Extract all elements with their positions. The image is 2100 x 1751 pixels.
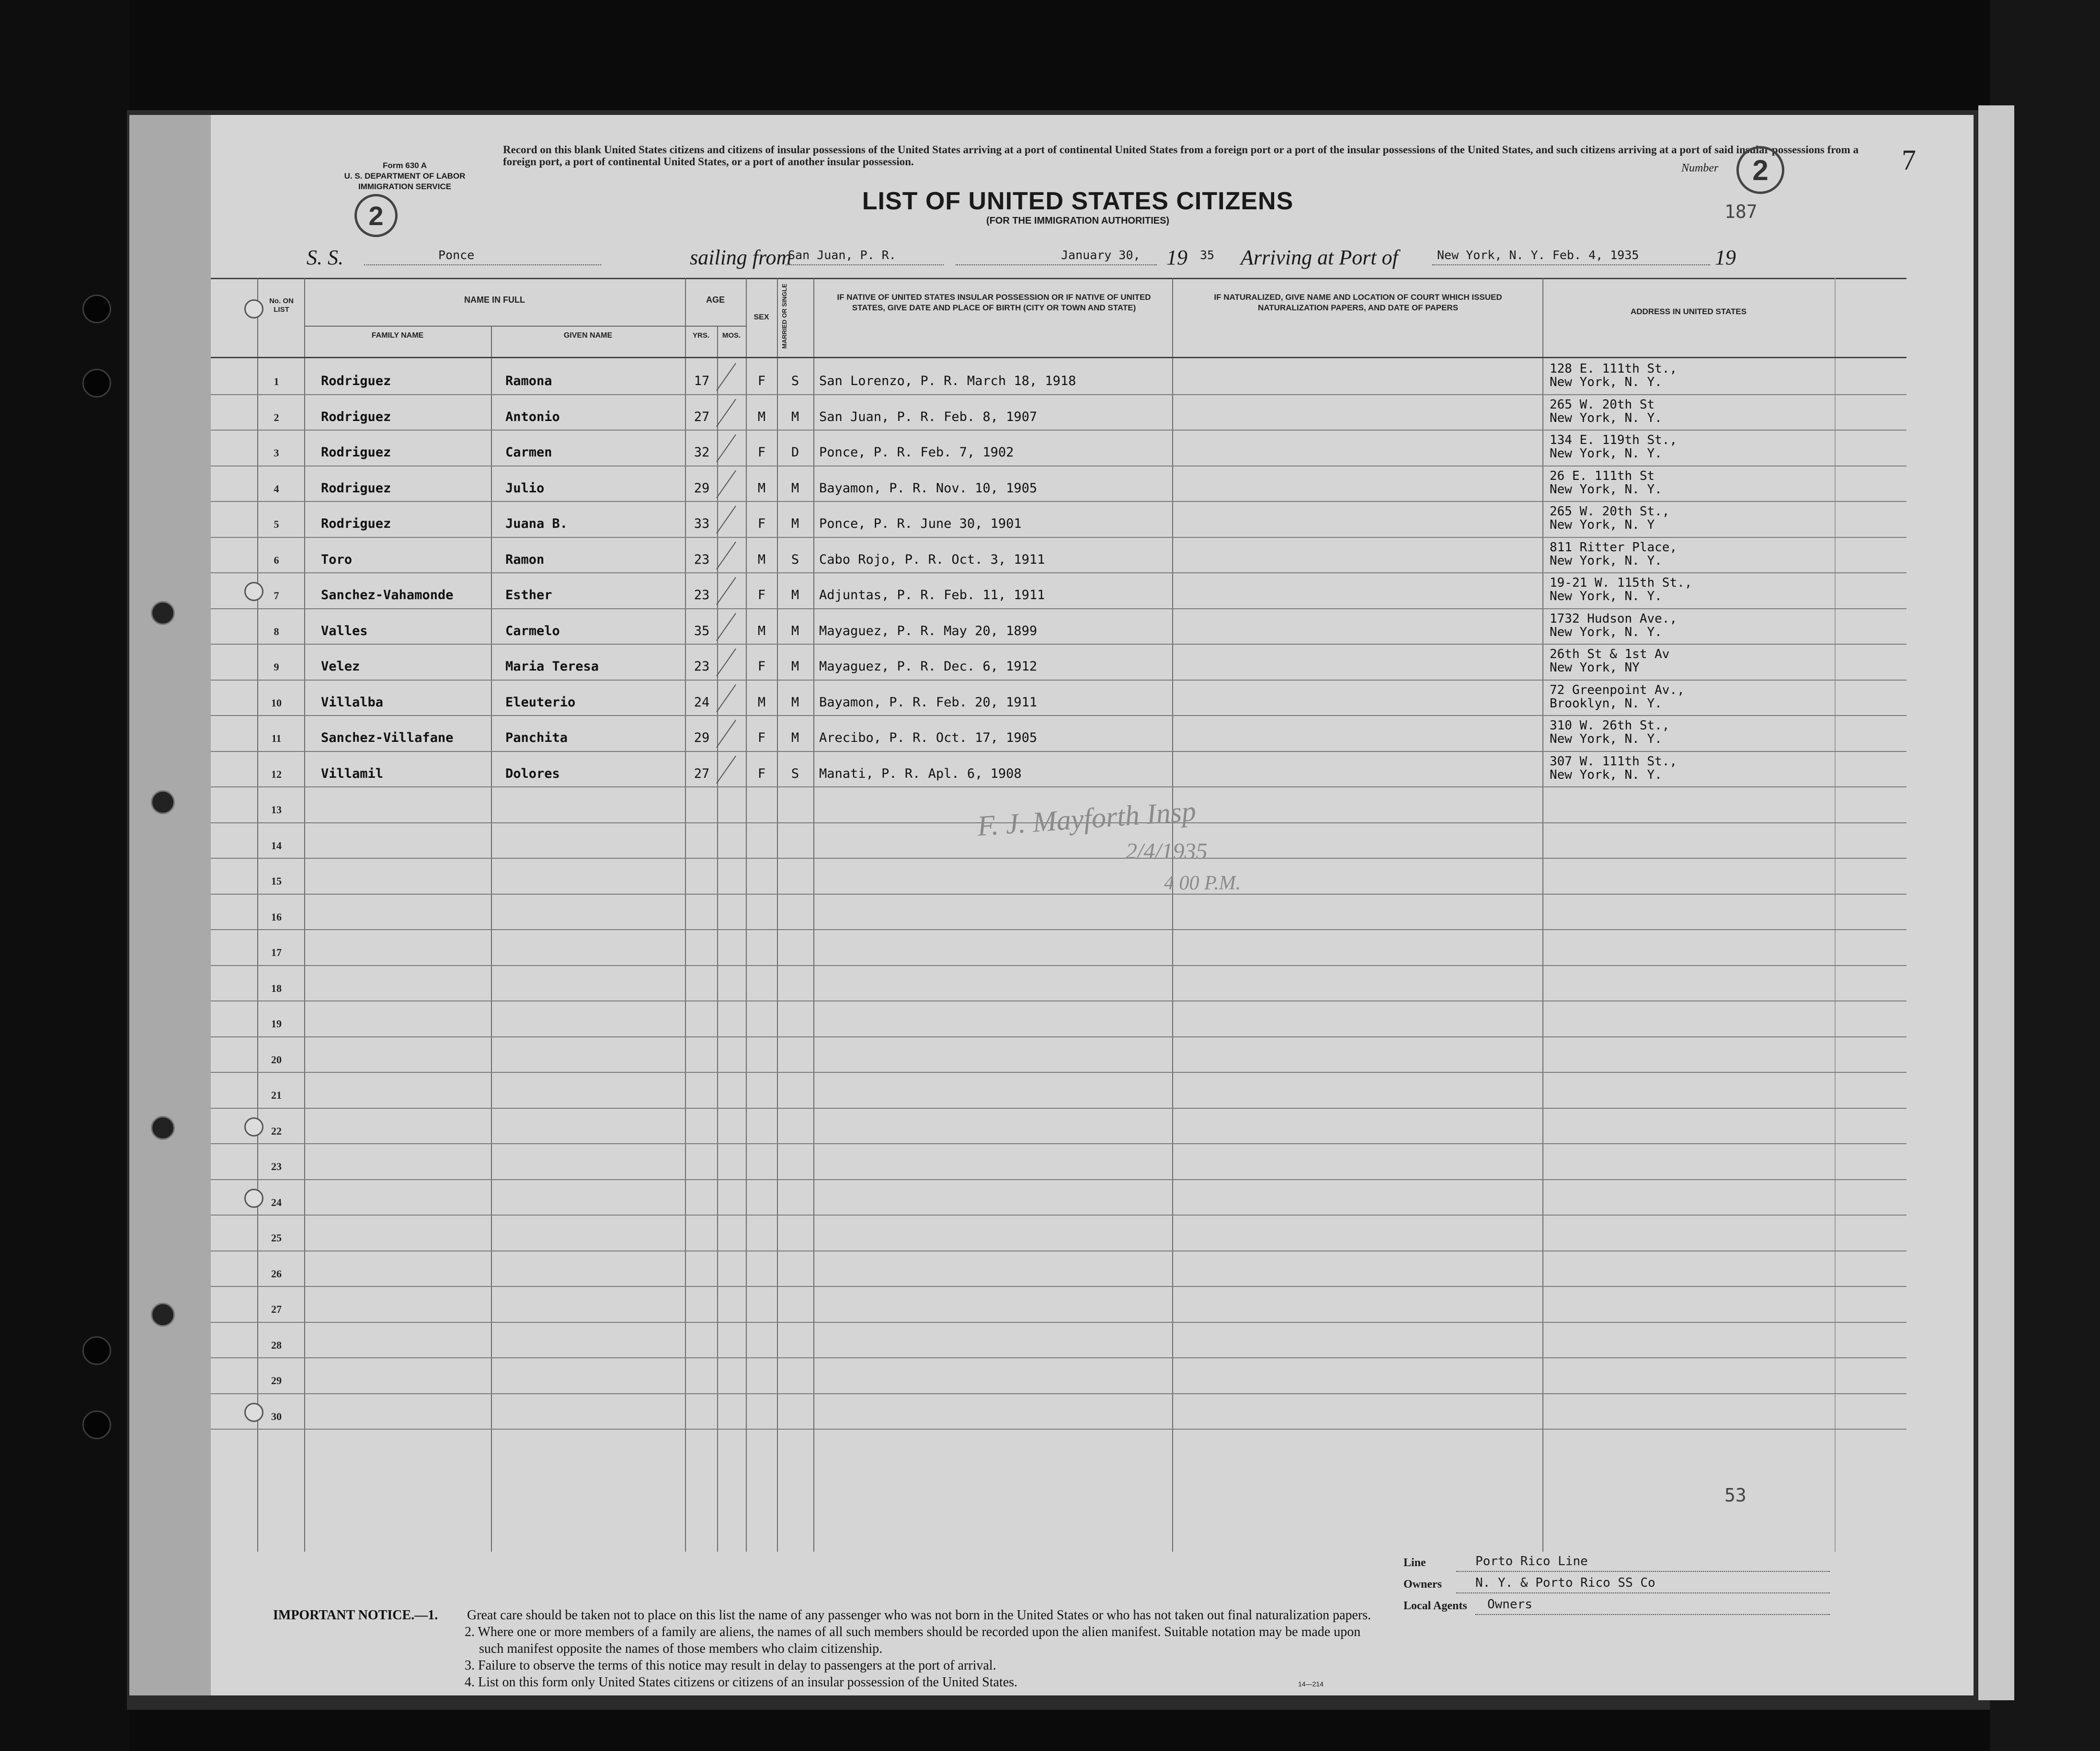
given-name: Ramona	[505, 374, 552, 388]
family-name: Velez	[321, 659, 360, 674]
col-divider	[491, 326, 492, 1552]
number-label: Number	[1681, 162, 1719, 174]
line-value: Porto Rico Line	[1475, 1554, 1588, 1569]
row-number: 25	[271, 1232, 282, 1244]
given-name: Carmen	[505, 445, 552, 460]
inspection-time: 4 00 P.M.	[1164, 872, 1241, 894]
header-yrs: YRS.	[692, 331, 709, 340]
row-number: 19	[271, 1018, 282, 1030]
sailing-date: January 30,	[1061, 248, 1141, 262]
list-number: 187	[1724, 201, 1758, 222]
header-sex: SEX	[753, 313, 769, 321]
address-line-1: 265 W. 20th St	[1550, 397, 1655, 412]
header-family-name: FAMILY NAME	[371, 331, 424, 340]
address-line-1: 307 W. 111th St.,	[1550, 754, 1678, 769]
year-prefix: 19	[1166, 246, 1187, 269]
age-years: 29	[694, 730, 710, 745]
sex: F	[757, 659, 766, 674]
row-number: 13	[271, 804, 282, 816]
row-rule	[211, 608, 1906, 609]
family-name: Rodriguez	[321, 480, 391, 496]
sex: M	[757, 552, 766, 567]
birth-place-date: Cabo Rojo, P. R. Oct. 3, 1911	[819, 552, 1045, 567]
age-years: 32	[694, 445, 710, 460]
header-sub-rule	[304, 326, 746, 327]
birth-place-date: Bayamon, P. R. Feb. 20, 1911	[819, 694, 1038, 710]
row-rule	[211, 715, 1906, 716]
family-name: Rodriguez	[321, 445, 391, 460]
year-prefix-2: 19	[1715, 246, 1736, 269]
page-left-margin	[129, 115, 211, 1695]
birth-place-date: Mayaguez, P. R. May 20, 1899	[819, 623, 1038, 638]
row-rule	[211, 537, 1906, 538]
row-rule	[211, 858, 1906, 859]
address-line-2: New York, N. Y.	[1550, 410, 1662, 425]
punch-circle	[244, 582, 263, 601]
age-years: 24	[694, 694, 710, 710]
given-name: Antonio	[505, 409, 560, 424]
row-number: 7	[274, 590, 279, 602]
marital-status: M	[791, 516, 799, 531]
family-name: Rodriguez	[321, 409, 391, 424]
row-rule	[211, 1143, 1906, 1144]
row-number: 12	[271, 768, 282, 780]
sex: F	[757, 766, 766, 781]
marital-status: D	[791, 445, 799, 460]
owners-label: Owners	[1404, 1578, 1442, 1591]
row-number: 26	[271, 1267, 282, 1280]
given-name: Juana B.	[505, 516, 568, 531]
page-mark: 7	[1902, 144, 1916, 176]
row-number: 1	[274, 375, 279, 387]
sex: F	[757, 588, 766, 603]
address-line-2: New York, N. Y.	[1550, 375, 1662, 389]
address-line-2: New York, N. Y.	[1550, 732, 1662, 746]
address-line-1: 72 Greenpoint Av.,	[1550, 682, 1685, 697]
birth-place-date: San Juan, P. R. Feb. 8, 1907	[819, 409, 1038, 424]
row-rule	[211, 1215, 1906, 1216]
row-rule	[211, 1429, 1906, 1430]
date-underline	[956, 264, 1157, 265]
age-years: 27	[694, 409, 710, 424]
page-subtitle: (FOR THE IMMIGRATION AUTHORITIES)	[986, 216, 1170, 226]
sex: M	[757, 409, 766, 424]
binder-hole	[82, 1410, 111, 1439]
arriving-underline	[1432, 264, 1710, 265]
row-number: 15	[271, 875, 282, 887]
arriving-port: New York, N. Y. Feb. 4, 1935	[1437, 248, 1639, 262]
address-line-1: 19-21 W. 115th St.,	[1550, 576, 1692, 590]
marital-status: S	[791, 766, 799, 781]
sex: M	[757, 480, 766, 496]
ship-underline	[364, 264, 601, 265]
age-years: 35	[694, 623, 710, 638]
marital-status: S	[791, 374, 799, 388]
row-number: 23	[271, 1160, 282, 1172]
given-name: Eleuterio	[505, 694, 576, 710]
given-name: Maria Teresa	[505, 659, 599, 674]
family-name: Villalba	[321, 694, 384, 710]
address-line-2: New York, N. Y	[1550, 518, 1655, 532]
record-instructions: Record on this blank United States citizens and citizens of insular possessions of the United States arriving at a port of continental United States from a foreign port or a port of the insular possessions of the United States, and such citizens arriving at a port of said insular possessions from a foreign port, a port of continental United States, or a port of another insular possession.	[503, 144, 1859, 168]
row-rule	[211, 1036, 1906, 1037]
address-line-1: 1732 Hudson Ave.,	[1550, 611, 1678, 626]
family-name: Villamil	[321, 766, 384, 781]
row-number: 27	[271, 1303, 282, 1315]
check-mark	[716, 363, 736, 391]
header-no-on-list: No. ON LIST	[269, 297, 294, 314]
header-address: ADDRESS IN UNITED STATES	[1630, 307, 1747, 316]
header-given-name: GIVEN NAME	[563, 331, 613, 340]
birth-place-date: Ponce, P. R. June 30, 1901	[819, 516, 1022, 531]
address-line-2: New York, N. Y.	[1550, 767, 1662, 782]
row-rule	[211, 644, 1906, 645]
row-number: 24	[271, 1196, 282, 1208]
marital-status: M	[791, 480, 799, 496]
address-line-2: New York, N. Y.	[1550, 625, 1662, 639]
given-name: Panchita	[505, 730, 568, 745]
binder-hole	[151, 1116, 175, 1140]
family-name: Sanchez-Vahamonde	[321, 588, 454, 603]
notice-item-3: 3. Failure to observe the terms of this notice may result in delay to passengers at the port of arrival.	[465, 1658, 996, 1673]
punch-circle	[244, 1403, 263, 1422]
binder-hole	[151, 790, 175, 814]
local-agents-label: Local Agents	[1404, 1600, 1467, 1612]
age-years: 33	[694, 516, 710, 531]
row-rule	[211, 1322, 1906, 1323]
address-line-1: 26th St & 1st Av	[1550, 647, 1670, 661]
sex: M	[757, 694, 766, 710]
header-birth: IF NATIVE OF UNITED STATES INSULAR POSSESSION OR IF NATIVE OF UNITED STATES, GIVE DATE AND PLACE OF BIRTH (CITY OR TOWN AND STATE)	[837, 293, 1151, 312]
marital-status: M	[791, 588, 799, 603]
row-number: 16	[271, 910, 282, 923]
row-rule	[211, 430, 1906, 431]
owners-underline	[1456, 1592, 1830, 1593]
header-age: AGE	[706, 295, 725, 305]
address-line-2: New York, NY	[1550, 660, 1640, 675]
row-number: 30	[271, 1410, 282, 1422]
birth-place-date: Mayaguez, P. R. Dec. 6, 1912	[819, 659, 1038, 674]
sailing-underline	[786, 264, 944, 265]
binder-strip	[0, 0, 129, 1751]
check-mark	[716, 577, 736, 605]
birth-place-date: Adjuntas, P. R. Feb. 11, 1911	[819, 588, 1045, 603]
row-number: 5	[274, 518, 279, 530]
binder-hole	[82, 1336, 111, 1365]
notice-item-2a: 2. Where one or more members of a family are aliens, the names of all such members should be recorded upon the alien manifest. Suitable notation may be made upon	[465, 1625, 1361, 1639]
check-mark	[716, 541, 736, 569]
family-name: Rodriguez	[321, 374, 391, 388]
age-years: 17	[694, 374, 710, 388]
binder-hole	[82, 295, 111, 323]
family-name: Sanchez-Villafane	[321, 730, 454, 745]
number-stamp: 2	[1736, 146, 1784, 194]
underlying-page-edge	[1978, 105, 2014, 1700]
age-years: 23	[694, 588, 710, 603]
header-name-in-full: NAME IN FULL	[464, 295, 525, 305]
row-number: 10	[271, 696, 282, 709]
row-number: 17	[271, 946, 282, 958]
col-divider	[304, 278, 305, 1552]
row-rule	[211, 786, 1906, 787]
address-line-1: 26 E. 111th St	[1550, 468, 1655, 483]
header-mos: MOS.	[722, 331, 741, 340]
birth-place-date: Bayamon, P. R. Nov. 10, 1905	[819, 480, 1038, 496]
row-number: 18	[271, 982, 282, 994]
notice-item-1: Great care should be taken not to place on this list the name of any passenger who was not born in the United States or who has not taken out final naturalization papers.	[467, 1608, 1371, 1623]
page-title: LIST OF UNITED STATES CITIZENS	[862, 187, 1294, 215]
form-identifier	[326, 160, 484, 192]
ss-label: S. S.	[307, 246, 343, 269]
binder-hole	[151, 601, 175, 625]
form-number: Form 630 A	[383, 161, 427, 170]
family-name: Valles	[321, 623, 368, 638]
given-name: Carmelo	[505, 623, 560, 638]
col-divider	[813, 278, 814, 1552]
marital-status: M	[791, 730, 799, 745]
address-line-1: 265 W. 20th St.,	[1550, 504, 1670, 519]
sailing-from-port: San Juan, P. R.	[788, 248, 896, 262]
col-divider	[717, 326, 718, 1552]
row-number: 11	[271, 732, 282, 744]
inspector-signature: F. J. Mayforth Insp	[976, 795, 1197, 842]
local-agents-value: Owners	[1487, 1597, 1532, 1612]
passenger-table	[211, 278, 1906, 1571]
birth-place-date: Arecibo, P. R. Oct. 17, 1905	[819, 730, 1038, 745]
service-name: IMMIGRATION SERVICE	[358, 182, 451, 191]
col-divider	[1172, 278, 1173, 1552]
marital-status: M	[791, 623, 799, 638]
sex: F	[757, 374, 766, 388]
age-years: 23	[694, 659, 710, 674]
address-line-2: New York, N. Y.	[1550, 589, 1662, 603]
address-line-1: 811 Ritter Place,	[1550, 540, 1678, 555]
birth-place-date: Manati, P. R. Apl. 6, 1908	[819, 766, 1022, 781]
department-name: U. S. DEPARTMENT OF LABOR	[344, 171, 466, 181]
age-years: 29	[694, 480, 710, 496]
row-rule	[211, 1179, 1906, 1180]
row-rule	[211, 501, 1906, 502]
line-label: Line	[1404, 1557, 1426, 1569]
notice-item-2b: such manifest opposite the names of those members who claim citizenship.	[479, 1641, 883, 1656]
sailing-from-label: sailing from	[690, 246, 792, 269]
col-divider	[746, 278, 747, 1552]
row-rule	[211, 1108, 1906, 1109]
address-line-2: New York, N. Y.	[1550, 482, 1662, 497]
row-number: 3	[274, 447, 279, 459]
given-name: Esther	[505, 588, 552, 603]
page-total: 53	[1724, 1485, 1746, 1506]
print-code: 14—214	[1298, 1680, 1324, 1688]
owners-value: N. Y. & Porto Rico SS Co	[1475, 1576, 1655, 1590]
row-rule	[211, 751, 1906, 752]
arriving-label: Arriving at Port of	[1241, 246, 1398, 269]
check-mark	[716, 506, 736, 534]
row-number: 28	[271, 1339, 282, 1351]
check-mark	[716, 398, 736, 426]
row-number: 9	[274, 661, 279, 673]
row-number: 2	[274, 411, 279, 423]
notice-heading: IMPORTANT NOTICE.—1.	[273, 1608, 438, 1623]
address-line-1: 310 W. 26th St.,	[1550, 718, 1670, 733]
address-line-2: New York, N. Y.	[1550, 446, 1662, 461]
check-mark	[716, 434, 736, 462]
col-divider	[685, 278, 686, 1552]
binder-hole	[82, 369, 111, 398]
punch-circle	[244, 1117, 263, 1137]
row-number: 29	[271, 1375, 282, 1387]
birth-place-date: Ponce, P. R. Feb. 7, 1902	[819, 445, 1014, 460]
col-divider	[1835, 278, 1836, 1552]
row-number: 22	[271, 1125, 282, 1137]
address-line-2: Brooklyn, N. Y.	[1550, 696, 1662, 711]
sex: F	[757, 516, 766, 531]
address-line-1: 134 E. 119th St.,	[1550, 433, 1678, 447]
year-suffix: 35	[1200, 248, 1215, 262]
row-rule	[211, 929, 1906, 930]
ship-name: Ponce	[438, 248, 475, 262]
check-mark	[716, 648, 736, 676]
check-mark	[716, 470, 736, 498]
age-years: 23	[694, 552, 710, 567]
sex: F	[757, 445, 766, 460]
row-number: 6	[274, 554, 279, 566]
birth-place-date: San Lorenzo, P. R. March 18, 1918	[819, 374, 1076, 388]
header-naturalized: IF NATURALIZED, GIVE NAME AND LOCATION OF COURT WHICH ISSUED NATURALIZATION PAPERS, AND DATE OF PAPERS	[1214, 293, 1502, 312]
row-number: 4	[274, 482, 279, 495]
given-name: Dolores	[505, 766, 560, 781]
col-divider	[1542, 278, 1543, 1552]
family-name: Toro	[321, 552, 353, 567]
address-line-1: 128 E. 111th St.,	[1550, 362, 1678, 376]
line-underline	[1456, 1571, 1830, 1572]
row-number: 8	[274, 625, 279, 637]
header-married-single: MARRIED OR SINGLE	[781, 284, 788, 349]
check-mark	[716, 755, 736, 783]
row-rule	[211, 965, 1906, 966]
address-line-2: New York, N. Y.	[1550, 553, 1662, 568]
given-name: Ramon	[505, 552, 545, 567]
sex: M	[757, 623, 766, 638]
marital-status: M	[791, 659, 799, 674]
row-rule	[211, 680, 1906, 681]
marital-status: S	[791, 552, 799, 567]
marital-status: M	[791, 409, 799, 424]
inspection-date: 2/4/1935	[1126, 839, 1208, 864]
check-mark	[716, 613, 736, 640]
row-number: 14	[271, 839, 282, 852]
row-number: 20	[271, 1053, 282, 1066]
stamp-number: 2	[354, 194, 398, 237]
header-bottom-rule	[211, 357, 1906, 358]
age-years: 27	[694, 766, 710, 781]
family-name: Rodriguez	[321, 516, 391, 531]
punch-circle	[244, 1189, 263, 1208]
check-mark	[716, 720, 736, 748]
row-rule	[211, 1072, 1906, 1073]
row-rule	[211, 394, 1906, 395]
check-mark	[716, 684, 736, 712]
row-rule	[211, 1286, 1906, 1287]
punch-circle	[244, 299, 263, 318]
row-rule	[211, 1393, 1906, 1394]
row-number: 21	[271, 1089, 282, 1101]
row-rule	[211, 894, 1906, 895]
row-rule	[211, 1357, 1906, 1358]
notice-item-4: 4. List on this form only United States citizens or citizens of an insular possession of the United States.	[465, 1675, 1018, 1690]
manifest-page	[211, 115, 1974, 1695]
row-rule	[211, 572, 1906, 573]
given-name: Julio	[505, 480, 545, 496]
sex: F	[757, 730, 766, 745]
binder-hole	[151, 1303, 175, 1327]
marital-status: M	[791, 694, 799, 710]
col-divider	[777, 278, 778, 1552]
